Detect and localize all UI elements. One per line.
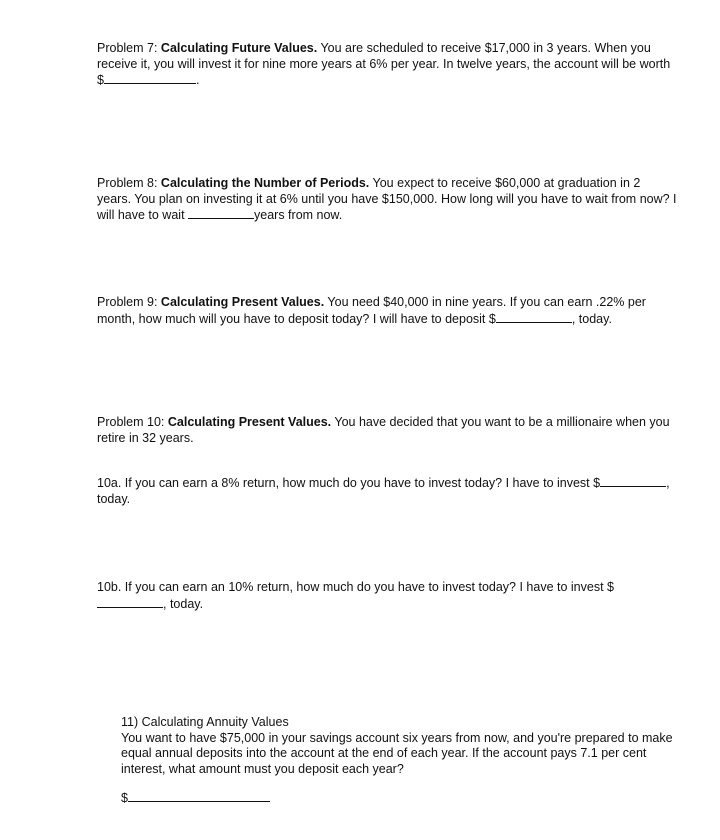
- problem-10a-text: 10a. If you can earn a 8% return, how much do you have to invest today? I have to invest $: [97, 476, 601, 490]
- problem-11-text: You want to have $75,000 in your savings account six years from now, and you're prepared to make equal annual deposits into the account at the end of each year. If the account pays 7.1 per cent interest, what amount must you deposit each year?: [121, 730, 673, 776]
- problem-11-answer-blank[interactable]: [128, 790, 270, 802]
- problem-9-title: Calculating Present Values.: [160, 295, 325, 309]
- problem-9: [97, 295, 677, 327]
- problem-10b-answer-blank[interactable]: [97, 596, 163, 608]
- problem-7-label: Problem 7:: [97, 41, 161, 55]
- problem-10a: [97, 475, 677, 507]
- problem-8-text: You expect to receive $60,000 at graduation in 2 years. You plan on investing it at 6% until you have $150,000. How long will you have to wait from now? I will have to wait: [97, 176, 677, 222]
- problem-8: [97, 176, 677, 224]
- problem-9-text: You need $40,000 in nine years. If you can earn .22% per month, how much will you have to deposit today? I will have to deposit $: [97, 295, 646, 326]
- problem-7-title: Calculating Future Values.: [160, 41, 318, 55]
- problem-8-title: Calculating the Number of Periods.: [160, 176, 370, 190]
- problem-7-text: You are scheduled to receive $17,000 in 3 years. When you receive it, you will invest it for nine more years at 6% per year. In twelve years, the account will be worth $: [97, 41, 671, 87]
- problem-10a-answer-blank[interactable]: [600, 475, 666, 487]
- problem-8-end: years from now.: [254, 208, 343, 222]
- problem-10: [97, 415, 677, 446]
- problem-7: [97, 41, 677, 89]
- problem-9-answer-blank[interactable]: [496, 311, 572, 323]
- problem-10b-end: , today.: [163, 596, 204, 611]
- problem-10-title: Calculating Present Values.: [167, 415, 332, 429]
- problem-8-label: Problem 8:: [97, 176, 161, 190]
- problem-11-answer-prefix: $: [121, 791, 128, 805]
- problem-10-label: Problem 10:: [97, 415, 168, 429]
- problem-11-heading: 11) Calculating Annuity Values: [121, 715, 289, 729]
- problem-11-answer: [121, 790, 421, 807]
- problem-10b-text: 10b. If you can earn an 10% return, how much do you have to invest today? I have to invest $: [97, 580, 614, 594]
- problem-10a-end: , today.: [97, 476, 670, 506]
- problem-7-answer-blank[interactable]: [104, 72, 196, 84]
- problem-9-label: Problem 9:: [97, 295, 161, 309]
- problem-9-end: , today.: [571, 311, 612, 326]
- problem-10-text: You have decided that you want to be a millionaire when you retire in 32 years.: [97, 415, 670, 445]
- problem-8-answer-blank[interactable]: [188, 207, 254, 219]
- problem-7-end: .: [195, 73, 200, 87]
- problem-10b: [97, 580, 677, 612]
- problem-11: [121, 715, 681, 777]
